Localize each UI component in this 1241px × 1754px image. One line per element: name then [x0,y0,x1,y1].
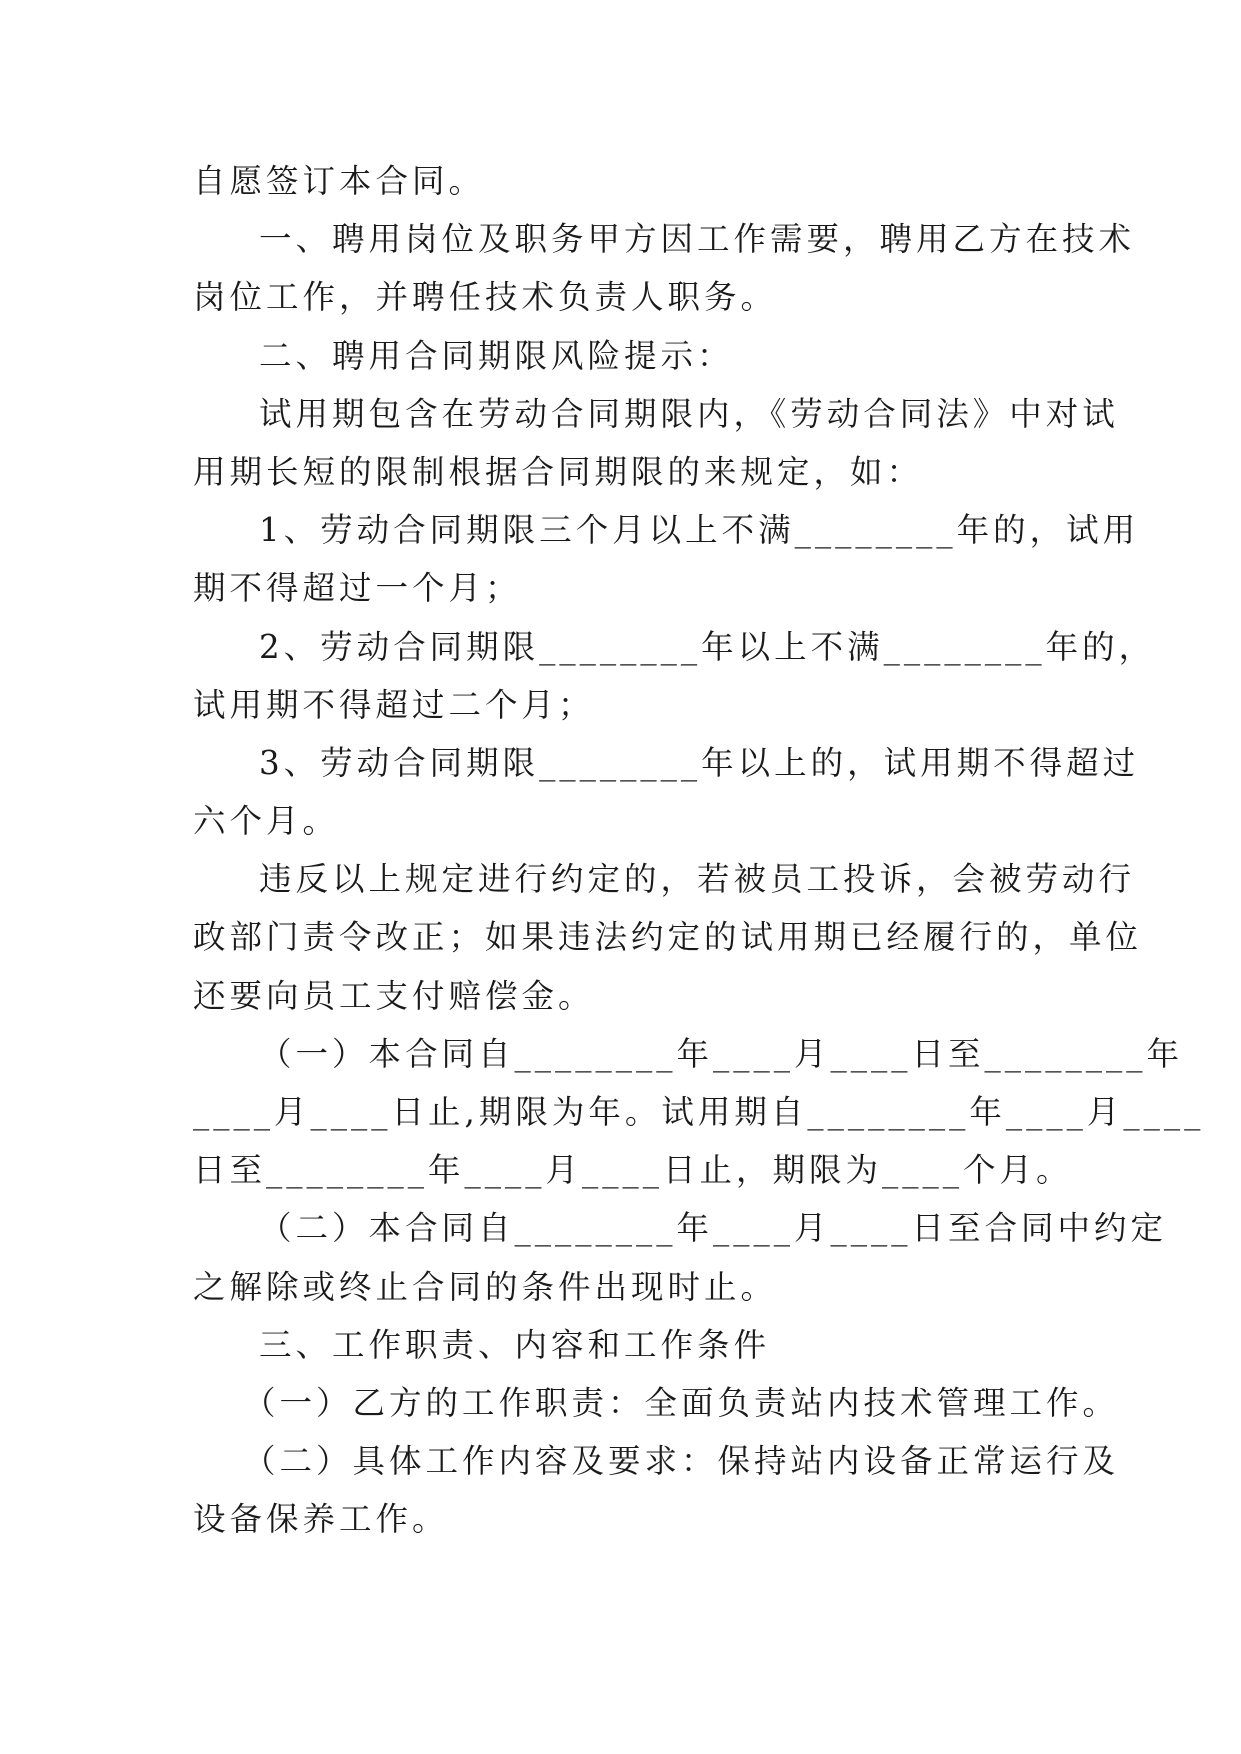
text-line: 3、劳动合同期限________年以上的，试用期不得超过 [259,743,1140,782]
text-line: 试用期包含在劳动合同期限内，《劳动合同法》中对试 [259,394,1119,433]
text-line: 自愿签订本合同。 [193,162,486,200]
text-line: 三、工作职责、内容和工作条件 [259,1325,771,1364]
text-line: 还要向员工支付赔偿金。 [193,976,595,1015]
text-line: 试用期不得超过二个月； [193,685,595,724]
contract-text-body [193,152,1205,1549]
text-line: （二）具体工作内容及要求：保持站内设备正常运行及 [243,1442,1120,1481]
text-line: 政部门责令改正；如果违法约定的试用期已经履行的，单位 [193,918,1143,957]
text-line: 之解除或终止合同的条件出现时止。 [193,1267,778,1306]
text-line: 1、劳动合同期限三个月以上不满________年的，试用 [259,511,1140,550]
text-line: 用期长短的限制根据合同期限的来规定，如： [193,452,924,491]
text-line: 二、聘用合同期限风险提示： [259,336,734,375]
text-line: （一）乙方的工作职责：全面负责站内技术管理工作。 [243,1383,1120,1422]
text-line: 一、聘用岗位及职务甲方因工作需要，聘用乙方在技术 [259,220,1136,259]
text-line: 六个月。 [193,802,340,841]
text-line: 2、劳动合同期限________年以上不满________年的， [259,627,1156,666]
text-line: （一）本合同自________年____月____日至________年 [259,1034,1184,1073]
text-line: 岗位工作，并聘任技术负责人职务。 [193,278,778,317]
text-line: （二）本合同自________年____月____日至合同中约定 [259,1209,1168,1248]
text-line: ____月____日止,期限为年。试用期自________年____月____ [193,1093,1205,1131]
text-line: 违反以上规定进行约定的，若被员工投诉，会被劳动行 [259,860,1136,899]
text-line: 期不得超过一个月； [193,569,522,608]
text-line: 日至________年____月____日止，期限为____个月。 [193,1151,1073,1190]
text-line: 设备保养工作。 [193,1500,449,1539]
